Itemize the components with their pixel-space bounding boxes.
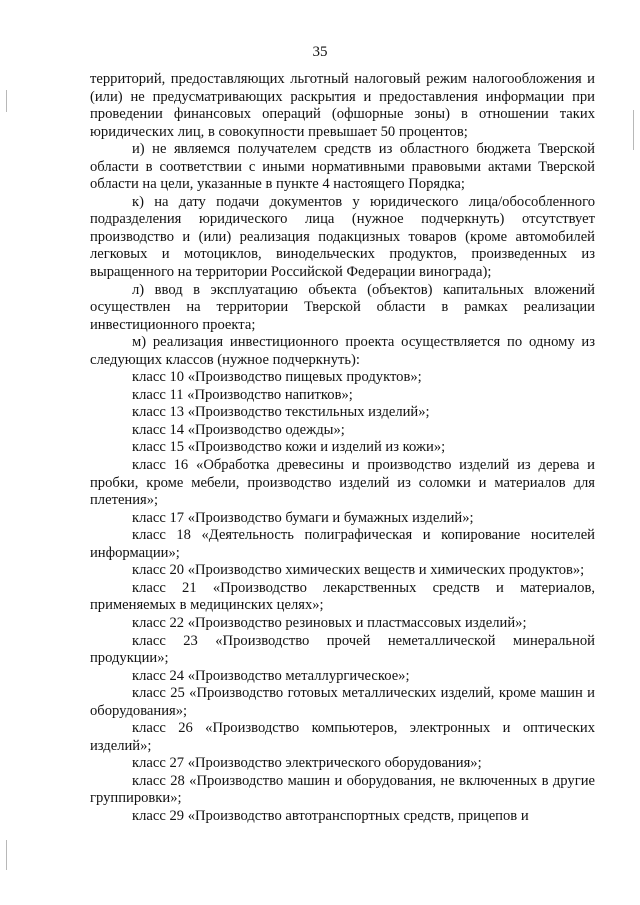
class-item-28: класс 28 «Производство машин и оборудования, не включенных в другие группировки»; <box>90 772 595 807</box>
class-item-16: класс 16 «Обработка древесины и производство изделий из дерева и пробки, кроме мебели, производство изделий из соломки и материалов для плетения»; <box>90 457 595 509</box>
document-body <box>90 71 595 826</box>
class-item-18: класс 18 «Деятельность полиграфическая и копирование носителей информации»; <box>90 527 595 561</box>
paragraph-item-l: л) ввод в эксплуатацию объекта (объектов) капитальных вложений осуществлен на территории Тверской области в рамках реализации инвестиционного проекта; <box>90 281 595 333</box>
scan-edge-mark-left-lower <box>6 840 7 870</box>
scan-edge-mark-left <box>6 90 7 112</box>
paragraph-offshore-continuation: территорий, предоставляющих льготный налоговый режим налогообложения и (или) не предусматривающих раскрытия и предоставления информации при проведении финансовых операций (офшорные зоны) в отношении таких юридических лиц, в совокупности превышает 50 процентов; <box>90 71 595 140</box>
paragraph-item-k: к) на дату подачи документов у юридического лица/обособленного подразделения юридического лица (нужное подчеркнуть) отсутствует производство и (или) реализация подакцизных товаров (кроме автомобилей легковых и мотоциклов, винодельческих продуктов, произведенных из выращенного на территории Российской Федерации винограда); <box>90 193 595 281</box>
scan-edge-mark-right <box>633 110 634 150</box>
class-item-21: класс 21 «Производство лекарственных средств и материалов, применяемых в медицинских целях»; <box>90 579 595 614</box>
page-number: 35 <box>312 44 328 60</box>
class-item-10: класс 10 «Производство пищевых продуктов»; <box>132 369 422 386</box>
class-item-15: класс 15 «Производство кожи и изделий из кожи»; <box>132 439 446 456</box>
class-item-22: класс 22 «Производство резиновых и пластмассовых изделий»; <box>132 614 527 631</box>
class-item-27: класс 27 «Производство электрического оборудования»; <box>132 755 482 772</box>
paragraph-item-m: м) реализация инвестиционного проекта осуществляется по одному из следующих классов (нужное подчеркнуть): <box>90 334 595 368</box>
class-item-11: класс 11 «Производство напитков»; <box>132 386 353 403</box>
class-item-23: класс 23 «Производство прочей неметаллической минеральной продукции»; <box>90 632 595 667</box>
class-item-13: класс 13 «Производство текстильных изделий»; <box>132 404 430 421</box>
class-item-25: класс 25 «Производство готовых металлических изделий, кроме машин и оборудования»; <box>90 685 595 719</box>
class-item-24: класс 24 «Производство металлургическое»; <box>132 667 410 684</box>
class-item-14: класс 14 «Производство одежды»; <box>132 421 345 438</box>
class-item-17: класс 17 «Производство бумаги и бумажных изделий»; <box>132 509 474 526</box>
class-item-20: класс 20 «Производство химических веществ и химических продуктов»; <box>132 562 585 579</box>
class-item-26: класс 26 «Производство компьютеров, электронных и оптических изделий»; <box>90 720 595 754</box>
class-item-29: класс 29 «Производство автотранспортных средств, прицепов и <box>132 807 529 824</box>
paragraph-item-i: и) не являемся получателем средств из областного бюджета Тверской области в соответствии с иными нормативными правовыми актами Тверской области на цели, указанные в пункте 4 настоящего Порядка; <box>90 141 595 193</box>
